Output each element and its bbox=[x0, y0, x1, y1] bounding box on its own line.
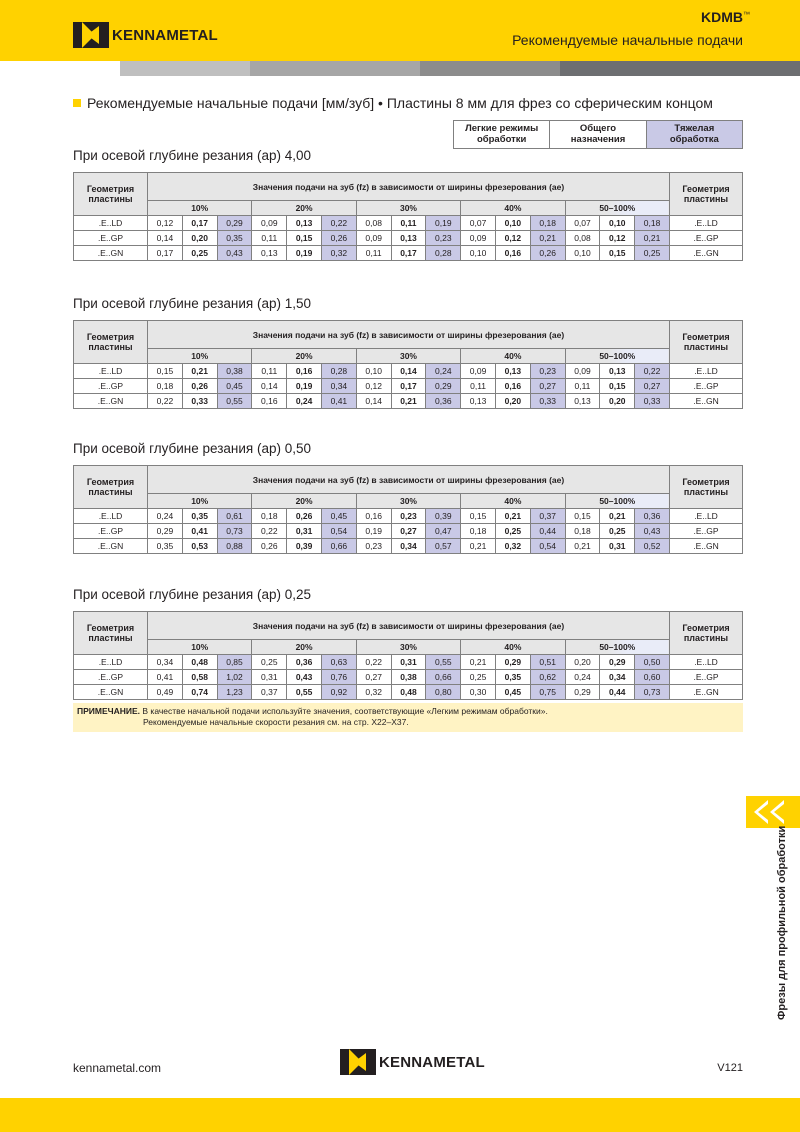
feed-light: 0,19 bbox=[356, 524, 391, 539]
table-header-row bbox=[74, 321, 743, 349]
geometry-cell: .E..LD bbox=[670, 509, 743, 524]
feed-general: 0,43 bbox=[287, 670, 322, 685]
feed-heavy: 0,18 bbox=[635, 216, 670, 231]
footer-logo bbox=[340, 1049, 485, 1075]
table-row bbox=[74, 685, 743, 700]
feed-heavy: 0,29 bbox=[426, 379, 461, 394]
page-number: V121 bbox=[717, 1062, 743, 1074]
feed-light: 0,24 bbox=[565, 670, 600, 685]
geometry-cell: .E..GP bbox=[670, 670, 743, 685]
feed-heavy: 0,41 bbox=[321, 394, 356, 409]
feed-general: 0,17 bbox=[391, 379, 426, 394]
feed-heavy: 0,57 bbox=[426, 539, 461, 554]
feed-light: 0,22 bbox=[356, 655, 391, 670]
feed-light: 0,23 bbox=[356, 539, 391, 554]
table-header-row bbox=[74, 466, 743, 494]
feed-general: 0,10 bbox=[495, 216, 530, 231]
section-title: При осевой глубине резания (ap) 0,25 bbox=[73, 587, 311, 602]
geometry-header: Геометрия пластины bbox=[74, 612, 148, 655]
feed-general: 0,13 bbox=[391, 231, 426, 246]
feed-light: 0,14 bbox=[356, 394, 391, 409]
feed-heavy: 0,80 bbox=[426, 685, 461, 700]
width-percent: 50–100% bbox=[565, 349, 669, 364]
feed-light: 0,13 bbox=[461, 394, 496, 409]
geometry-cell: .E..GP bbox=[74, 670, 148, 685]
feed-general: 0,14 bbox=[391, 364, 426, 379]
geometry-cell: .E..LD bbox=[670, 216, 743, 231]
kennametal-k-icon bbox=[340, 1049, 376, 1075]
note-text-1: В качестве начальной подачи используйте значения, соответствующие «Легким режимам обработки». bbox=[140, 706, 548, 716]
feed-heavy: 0,19 bbox=[426, 216, 461, 231]
feed-light: 0,24 bbox=[148, 509, 183, 524]
feed-light: 0,20 bbox=[565, 655, 600, 670]
width-percent: 40% bbox=[461, 349, 565, 364]
feed-light: 0,09 bbox=[461, 364, 496, 379]
feed-light: 0,18 bbox=[148, 379, 183, 394]
feed-light: 0,13 bbox=[252, 246, 287, 261]
bullet-icon bbox=[73, 99, 81, 107]
feed-light: 0,18 bbox=[565, 524, 600, 539]
geometry-cell: .E..LD bbox=[74, 655, 148, 670]
feed-heavy: 0,47 bbox=[426, 524, 461, 539]
width-percent: 50–100% bbox=[565, 640, 669, 655]
feed-table bbox=[73, 320, 743, 409]
width-percent: 40% bbox=[461, 494, 565, 509]
note-line-2: Рекомендуемые начальные скорости резания см. на стр. X22–X37. bbox=[143, 717, 409, 728]
feed-heavy: 0,55 bbox=[426, 655, 461, 670]
feed-heavy: 0,66 bbox=[426, 670, 461, 685]
width-percent: 10% bbox=[148, 349, 252, 364]
feed-light: 0,11 bbox=[252, 364, 287, 379]
feed-heavy: 0,62 bbox=[530, 670, 565, 685]
feed-general: 0,36 bbox=[287, 655, 322, 670]
feed-heavy: 0,26 bbox=[530, 246, 565, 261]
feed-header: Значения подачи на зуб (fz) в зависимости от ширины фрезерования (ae) bbox=[148, 321, 670, 349]
feed-heavy: 0,50 bbox=[635, 655, 670, 670]
feed-heavy: 0,88 bbox=[217, 539, 252, 554]
feed-heavy: 0,27 bbox=[635, 379, 670, 394]
geometry-header: Геометрия пластины bbox=[670, 321, 743, 364]
feed-light: 0,09 bbox=[461, 231, 496, 246]
feed-heavy: 0,28 bbox=[321, 364, 356, 379]
feed-light: 0,10 bbox=[565, 246, 600, 261]
feed-light: 0,14 bbox=[252, 379, 287, 394]
feed-light: 0,11 bbox=[252, 231, 287, 246]
feed-header: Значения подачи на зуб (fz) в зависимости от ширины фрезерования (ae) bbox=[148, 173, 670, 201]
feed-heavy: 0,37 bbox=[530, 509, 565, 524]
feed-light: 0,07 bbox=[461, 216, 496, 231]
feed-general: 0,19 bbox=[287, 246, 322, 261]
feed-heavy: 1,23 bbox=[217, 685, 252, 700]
table-row bbox=[74, 509, 743, 524]
geometry-cell: .E..GP bbox=[670, 379, 743, 394]
table-row bbox=[74, 379, 743, 394]
feed-heavy: 0,27 bbox=[530, 379, 565, 394]
feed-general: 0,13 bbox=[287, 216, 322, 231]
feed-heavy: 0,32 bbox=[321, 246, 356, 261]
width-percent: 10% bbox=[148, 640, 252, 655]
feed-general: 0,21 bbox=[495, 509, 530, 524]
feed-light: 0,29 bbox=[565, 685, 600, 700]
geometry-cell: .E..GP bbox=[74, 231, 148, 246]
feed-light: 0,09 bbox=[565, 364, 600, 379]
feed-light: 0,37 bbox=[252, 685, 287, 700]
feed-general: 0,15 bbox=[600, 379, 635, 394]
kennametal-logo bbox=[73, 22, 218, 48]
legend-general: Общего назначения bbox=[550, 121, 646, 148]
feed-heavy: 0,25 bbox=[635, 246, 670, 261]
feed-light: 0,16 bbox=[252, 394, 287, 409]
feed-general: 0,10 bbox=[600, 216, 635, 231]
feed-light: 0,41 bbox=[148, 670, 183, 685]
feed-light: 0,10 bbox=[461, 246, 496, 261]
feed-general: 0,16 bbox=[495, 379, 530, 394]
width-percent: 20% bbox=[252, 640, 356, 655]
geometry-header: Геометрия пластины bbox=[670, 173, 743, 216]
feed-light: 0,34 bbox=[148, 655, 183, 670]
feed-general: 0,21 bbox=[182, 364, 217, 379]
feed-light: 0,17 bbox=[148, 246, 183, 261]
percent-row bbox=[74, 494, 743, 509]
feed-general: 0,58 bbox=[182, 670, 217, 685]
feed-heavy: 0,54 bbox=[321, 524, 356, 539]
feed-light: 0,12 bbox=[148, 216, 183, 231]
section-title: При осевой глубине резания (ap) 1,50 bbox=[73, 296, 311, 311]
note-label: ПРИМЕЧАНИЕ. bbox=[77, 706, 141, 716]
trademark: ™ bbox=[743, 11, 750, 19]
table-header-row bbox=[74, 612, 743, 640]
feed-heavy: 0,75 bbox=[530, 685, 565, 700]
feed-light: 0,16 bbox=[356, 509, 391, 524]
feed-heavy: 0,76 bbox=[321, 670, 356, 685]
page-header bbox=[0, 0, 800, 61]
feed-general: 0,31 bbox=[287, 524, 322, 539]
feed-light: 0,11 bbox=[461, 379, 496, 394]
feed-general: 0,16 bbox=[287, 364, 322, 379]
feed-heavy: 0,29 bbox=[217, 216, 252, 231]
percent-row bbox=[74, 349, 743, 364]
width-percent: 40% bbox=[461, 201, 565, 216]
feed-light: 0,18 bbox=[252, 509, 287, 524]
feed-general: 0,34 bbox=[600, 670, 635, 685]
width-percent: 10% bbox=[148, 494, 252, 509]
feed-general: 0,21 bbox=[391, 394, 426, 409]
geometry-cell: .E..GN bbox=[670, 685, 743, 700]
feed-light: 0,32 bbox=[356, 685, 391, 700]
kennametal-k-icon bbox=[73, 22, 109, 48]
legend-heavy: Тяжелая обработка bbox=[647, 121, 742, 148]
feed-general: 0,55 bbox=[287, 685, 322, 700]
feed-header: Значения подачи на зуб (fz) в зависимости от ширины фрезерования (ae) bbox=[148, 612, 670, 640]
geometry-cell: .E..GP bbox=[670, 524, 743, 539]
feed-light: 0,09 bbox=[356, 231, 391, 246]
feed-general: 0,15 bbox=[287, 231, 322, 246]
table-row bbox=[74, 364, 743, 379]
feed-heavy: 0,61 bbox=[217, 509, 252, 524]
feed-light: 0,13 bbox=[565, 394, 600, 409]
feed-heavy: 0,45 bbox=[217, 379, 252, 394]
feed-light: 0,22 bbox=[148, 394, 183, 409]
table-row bbox=[74, 216, 743, 231]
feed-general: 0,20 bbox=[495, 394, 530, 409]
feed-light: 0,15 bbox=[565, 509, 600, 524]
width-percent: 30% bbox=[356, 349, 460, 364]
feed-heavy: 0,85 bbox=[217, 655, 252, 670]
feed-general: 0,38 bbox=[391, 670, 426, 685]
feed-general: 0,20 bbox=[600, 394, 635, 409]
feed-heavy: 0,45 bbox=[321, 509, 356, 524]
feed-heavy: 0,23 bbox=[426, 231, 461, 246]
geometry-cell: .E..LD bbox=[670, 364, 743, 379]
feed-heavy: 0,23 bbox=[530, 364, 565, 379]
geometry-cell: .E..GN bbox=[74, 685, 148, 700]
geometry-cell: .E..GN bbox=[74, 394, 148, 409]
table-row bbox=[74, 231, 743, 246]
feed-general: 0,41 bbox=[182, 524, 217, 539]
feed-light: 0,11 bbox=[565, 379, 600, 394]
feed-heavy: 0,26 bbox=[321, 231, 356, 246]
feed-light: 0,14 bbox=[148, 231, 183, 246]
table-row bbox=[74, 670, 743, 685]
feed-light: 0,15 bbox=[461, 509, 496, 524]
feed-heavy: 0,43 bbox=[635, 524, 670, 539]
feed-light: 0,08 bbox=[356, 216, 391, 231]
feed-general: 0,33 bbox=[182, 394, 217, 409]
feed-general: 0,48 bbox=[182, 655, 217, 670]
feed-light: 0,27 bbox=[356, 670, 391, 685]
chevron-inner bbox=[758, 804, 768, 820]
main-title-text: Рекомендуемые начальные подачи [мм/зуб] • Пластины 8 мм для фрез со сферическим концом bbox=[87, 95, 713, 111]
feed-heavy: 0,44 bbox=[530, 524, 565, 539]
feed-heavy: 0,73 bbox=[635, 685, 670, 700]
feed-light: 0,12 bbox=[356, 379, 391, 394]
geometry-cell: .E..GP bbox=[74, 524, 148, 539]
feed-general: 0,12 bbox=[600, 231, 635, 246]
feed-heavy: 0,43 bbox=[217, 246, 252, 261]
geometry-header: Геометрия пластины bbox=[74, 173, 148, 216]
geometry-cell: .E..LD bbox=[74, 364, 148, 379]
feed-general: 0,20 bbox=[182, 231, 217, 246]
feed-general: 0,17 bbox=[182, 216, 217, 231]
side-tab[interactable] bbox=[746, 796, 800, 828]
feed-light: 0,35 bbox=[148, 539, 183, 554]
feed-heavy: 0,92 bbox=[321, 685, 356, 700]
feed-general: 0,15 bbox=[600, 246, 635, 261]
feed-general: 0,31 bbox=[600, 539, 635, 554]
main-title bbox=[73, 95, 713, 111]
geometry-cell: .E..GN bbox=[670, 539, 743, 554]
feed-light: 0,30 bbox=[461, 685, 496, 700]
geometry-cell: .E..LD bbox=[670, 655, 743, 670]
feed-header: Значения подачи на зуб (fz) в зависимости от ширины фрезерования (ae) bbox=[148, 466, 670, 494]
feed-general: 0,24 bbox=[287, 394, 322, 409]
feed-heavy: 0,18 bbox=[530, 216, 565, 231]
feed-general: 0,29 bbox=[600, 655, 635, 670]
feed-general: 0,45 bbox=[495, 685, 530, 700]
feed-general: 0,53 bbox=[182, 539, 217, 554]
percent-row bbox=[74, 640, 743, 655]
feed-light: 0,18 bbox=[461, 524, 496, 539]
feed-heavy: 0,28 bbox=[426, 246, 461, 261]
feed-general: 0,44 bbox=[600, 685, 635, 700]
feed-light: 0,49 bbox=[148, 685, 183, 700]
feed-general: 0,17 bbox=[391, 246, 426, 261]
feed-general: 0,48 bbox=[391, 685, 426, 700]
feed-general: 0,25 bbox=[182, 246, 217, 261]
feed-table bbox=[73, 611, 743, 700]
feed-light: 0,26 bbox=[252, 539, 287, 554]
feed-general: 0,74 bbox=[182, 685, 217, 700]
feed-table bbox=[73, 172, 743, 261]
width-percent: 20% bbox=[252, 349, 356, 364]
feed-heavy: 0,22 bbox=[635, 364, 670, 379]
legend bbox=[453, 120, 743, 149]
feed-general: 0,25 bbox=[495, 524, 530, 539]
table-header-row bbox=[74, 173, 743, 201]
feed-heavy: 0,21 bbox=[530, 231, 565, 246]
feed-heavy: 0,66 bbox=[321, 539, 356, 554]
width-percent: 20% bbox=[252, 494, 356, 509]
feed-heavy: 0,21 bbox=[635, 231, 670, 246]
logo-text: KENNAMETAL bbox=[379, 1053, 485, 1071]
note-line-1 bbox=[77, 706, 739, 717]
footer-band bbox=[0, 1098, 800, 1132]
feed-light: 0,07 bbox=[565, 216, 600, 231]
geometry-cell: .E..LD bbox=[74, 216, 148, 231]
legend-light: Легкие режимы обработки bbox=[454, 121, 550, 148]
feed-light: 0,22 bbox=[252, 524, 287, 539]
feed-table bbox=[73, 465, 743, 554]
width-percent: 50–100% bbox=[565, 494, 669, 509]
geometry-cell: .E..GP bbox=[74, 379, 148, 394]
section-title: При осевой глубине резания (ap) 0,50 bbox=[73, 441, 311, 456]
side-section-label: Фрезы для профильной обработки bbox=[776, 825, 788, 1020]
feed-heavy: 0,33 bbox=[530, 394, 565, 409]
geometry-cell: .E..GN bbox=[670, 394, 743, 409]
feed-general: 0,23 bbox=[391, 509, 426, 524]
feed-heavy: 0,52 bbox=[635, 539, 670, 554]
width-percent: 30% bbox=[356, 201, 460, 216]
table-row bbox=[74, 246, 743, 261]
geometry-header: Геометрия пластины bbox=[74, 321, 148, 364]
feed-general: 0,13 bbox=[600, 364, 635, 379]
feed-general: 0,21 bbox=[600, 509, 635, 524]
geometry-cell: .E..GP bbox=[670, 231, 743, 246]
feed-heavy: 0,51 bbox=[530, 655, 565, 670]
feed-light: 0,25 bbox=[461, 670, 496, 685]
feed-heavy: 0,36 bbox=[635, 509, 670, 524]
feed-heavy: 0,73 bbox=[217, 524, 252, 539]
feed-light: 0,21 bbox=[461, 655, 496, 670]
feed-heavy: 0,39 bbox=[426, 509, 461, 524]
width-percent: 50–100% bbox=[565, 201, 669, 216]
feed-general: 0,13 bbox=[495, 364, 530, 379]
feed-light: 0,15 bbox=[148, 364, 183, 379]
feed-light: 0,31 bbox=[252, 670, 287, 685]
geometry-header: Геометрия пластины bbox=[670, 612, 743, 655]
feed-heavy: 0,34 bbox=[321, 379, 356, 394]
geometry-cell: .E..GN bbox=[74, 539, 148, 554]
geometry-header: Геометрия пластины bbox=[670, 466, 743, 509]
footer-url[interactable]: kennametal.com bbox=[73, 1061, 162, 1075]
note-box bbox=[73, 703, 743, 732]
feed-heavy: 0,54 bbox=[530, 539, 565, 554]
feed-general: 0,11 bbox=[391, 216, 426, 231]
feed-general: 0,27 bbox=[391, 524, 426, 539]
feed-light: 0,11 bbox=[356, 246, 391, 261]
feed-general: 0,32 bbox=[495, 539, 530, 554]
feed-general: 0,12 bbox=[495, 231, 530, 246]
feed-general: 0,25 bbox=[600, 524, 635, 539]
width-percent: 30% bbox=[356, 494, 460, 509]
feed-light: 0,21 bbox=[565, 539, 600, 554]
table-row bbox=[74, 394, 743, 409]
feed-heavy: 0,35 bbox=[217, 231, 252, 246]
feed-general: 0,26 bbox=[287, 509, 322, 524]
width-percent: 10% bbox=[148, 201, 252, 216]
feed-heavy: 0,38 bbox=[217, 364, 252, 379]
feed-light: 0,10 bbox=[356, 364, 391, 379]
chevron-inner bbox=[774, 804, 784, 820]
feed-heavy: 0,24 bbox=[426, 364, 461, 379]
feed-general: 0,31 bbox=[391, 655, 426, 670]
header-subtitle: Рекомендуемые начальные подачи bbox=[512, 32, 743, 48]
header-stripe bbox=[0, 61, 800, 76]
feed-heavy: 0,36 bbox=[426, 394, 461, 409]
feed-heavy: 0,33 bbox=[635, 394, 670, 409]
width-percent: 30% bbox=[356, 640, 460, 655]
feed-heavy: 0,60 bbox=[635, 670, 670, 685]
feed-general: 0,39 bbox=[287, 539, 322, 554]
feed-general: 0,34 bbox=[391, 539, 426, 554]
feed-general: 0,35 bbox=[182, 509, 217, 524]
section-title: При осевой глубине резания (ap) 4,00 bbox=[73, 148, 311, 163]
table-row bbox=[74, 539, 743, 554]
geometry-cell: .E..LD bbox=[74, 509, 148, 524]
feed-general: 0,16 bbox=[495, 246, 530, 261]
feed-light: 0,25 bbox=[252, 655, 287, 670]
table-row bbox=[74, 524, 743, 539]
feed-heavy: 1,02 bbox=[217, 670, 252, 685]
feed-general: 0,19 bbox=[287, 379, 322, 394]
logo-text: KENNAMETAL bbox=[112, 26, 218, 44]
feed-heavy: 0,63 bbox=[321, 655, 356, 670]
geometry-header: Геометрия пластины bbox=[74, 466, 148, 509]
width-percent: 20% bbox=[252, 201, 356, 216]
width-percent: 40% bbox=[461, 640, 565, 655]
feed-light: 0,21 bbox=[461, 539, 496, 554]
percent-row bbox=[74, 201, 743, 216]
feed-light: 0,09 bbox=[252, 216, 287, 231]
feed-light: 0,08 bbox=[565, 231, 600, 246]
feed-general: 0,26 bbox=[182, 379, 217, 394]
product-code: KDMB bbox=[701, 9, 743, 25]
table-row bbox=[74, 655, 743, 670]
feed-general: 0,29 bbox=[495, 655, 530, 670]
geometry-cell: .E..GN bbox=[670, 246, 743, 261]
feed-heavy: 0,22 bbox=[321, 216, 356, 231]
feed-general: 0,35 bbox=[495, 670, 530, 685]
feed-light: 0,29 bbox=[148, 524, 183, 539]
geometry-cell: .E..GN bbox=[74, 246, 148, 261]
product-name bbox=[701, 9, 750, 25]
feed-heavy: 0,55 bbox=[217, 394, 252, 409]
